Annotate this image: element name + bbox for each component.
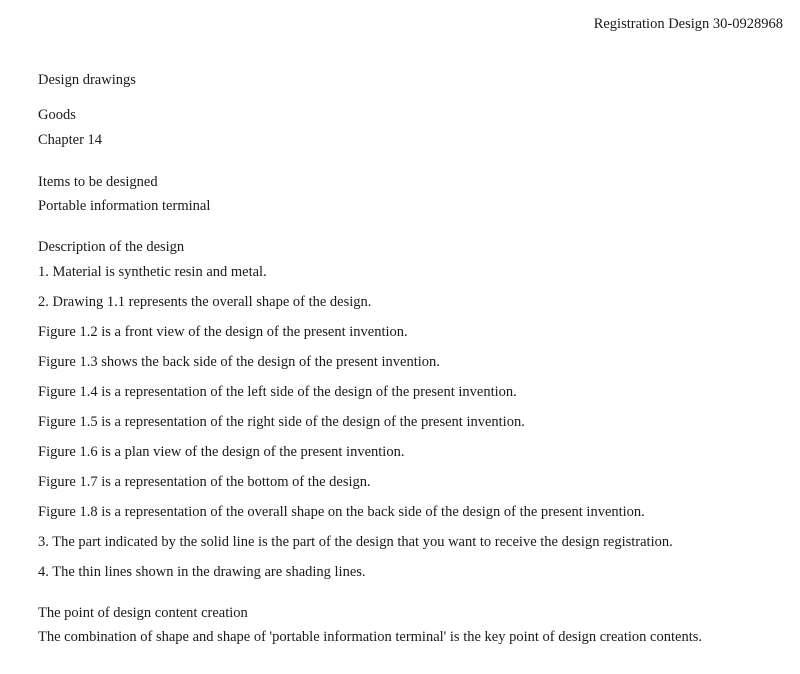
page-title: Design drawings: [38, 72, 136, 88]
description-line-4: Figure 1.3 shows the back side of the design of the present invention.: [38, 354, 440, 370]
description-line-10: 3. The part indicated by the solid line is the part of the design that you want to receive the design registration.: [38, 534, 673, 550]
description-line-2: 2. Drawing 1.1 represents the overall shape of the design.: [38, 294, 372, 310]
description-line-6: Figure 1.5 is a representation of the right side of the design of the present invention.: [38, 414, 525, 430]
description-line-5: Figure 1.4 is a representation of the left side of the design of the present invention.: [38, 384, 517, 400]
description-line-3: Figure 1.2 is a front view of the design of the present invention.: [38, 324, 408, 340]
items-value: Portable information terminal: [38, 198, 211, 214]
point-value: The combination of shape and shape of 'portable information terminal' is the key point of design creation contents.: [38, 629, 702, 645]
description-line-1: 1. Material is synthetic resin and metal.: [38, 264, 267, 280]
goods-label: Goods: [38, 107, 76, 123]
description-line-7: Figure 1.6 is a plan view of the design of the present invention.: [38, 444, 405, 460]
goods-value: Chapter 14: [38, 132, 103, 148]
description-label: Description of the design: [38, 239, 185, 255]
description-line-9: Figure 1.8 is a representation of the overall shape on the back side of the design of the present invention.: [38, 504, 645, 520]
registration-number: Registration Design 30-0928968: [593, 16, 783, 32]
description-line-8: Figure 1.7 is a representation of the bottom of the design.: [38, 474, 371, 490]
items-label: Items to be designed: [38, 174, 158, 190]
point-label: The point of design content creation: [38, 605, 248, 621]
description-line-11: 4. The thin lines shown in the drawing are shading lines.: [38, 564, 366, 580]
